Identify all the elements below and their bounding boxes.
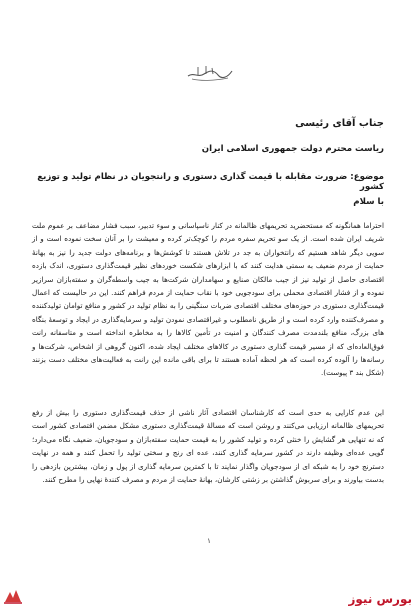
page-number: ۱	[207, 537, 211, 545]
watermark-logo: بورس نیوز	[348, 592, 412, 606]
recipient: ریاست محترم دولت جمهوری اسلامی ایران	[201, 144, 384, 154]
body-paragraph: این عدم کارایی به حدی است که کارشناسان اقتصادی آثار ناشی از حذف قیمت‌گذاری دستوری را بیش از رفع تحریمهای ظالمانه ارزیابی می‌کنند و روشن است که مسالهٔ قیمت‌گذاری دستوری مشکل مضمن اقتصادی کشور است که نه تنهایی هر گشایش را خنثی کرده و تولید کشور را به قیمت حمایت سفته‌بازان و سودجویان، ضعیف نگاه می‌دارد؛ گویی عده‌ای وظیفه دارند در کشور سرمایه گذاری کنند، عده ای رنج و سختی تولید را تحمل کنند و همه در نهایت دسترنج خود را به شبکه ای از سودجویان واگذار نمایند تا با کمترین سرمایه گذاری از پول و زمان، بیشترین بازدهی را بدست بیاورند و برای سربوش گذاشتن بر زشتی کارشان، بهانهٔ حمایت از مردم و مصرف کنندهٔ نهایی را مطرح کنند.	[32, 408, 384, 485]
site-logo-icon	[2, 586, 24, 606]
salutation: جناب آقای رئیسی	[295, 118, 384, 129]
bismillah-calligraphy	[184, 62, 236, 82]
body-paragraph: احتراما همانگونه که مستحضرید تحریمهای ظالمانه در کنار ناسپاسانی و سوء تدبیر، سبب فشار مضاعف بر عموم ملت شریف ایران شده است. از یک سو تحریم سفره مردم را کوچک‌تر کرده و معیشت را بر آنان سخت نموده است و از سویی دیگر شاهد هستیم که رانتخواران به جد در تلاش هستند تا کوشش‌ها و برنامه‌های دولت جدید را نیز به بهانهٔ حمایت از مردم ضعیف به سمتی هدایت کنند که با ابزارهای شکست خوردهای نظیر قیمت‌گذاری دستوری، اندک بازده اقتصادی حاصل از تولید نیز از جیب مالکان صنایع و سهامداران شرکت‌ها به جیب واسطه‌گران و سفته‌بازان سرازیر نموده و از فشار اقتصادی محملی برای سودجویی خود با نقاب حمایت از مردم فراهم کنند. این در حالیست که اعمال قیمت‌گذاری دستوری در حوزه‌های مختلف اقتصادی ضربات سنگینی را به نظام تولید در کشور و منافع توامان تولیدکننده و مصرف‌کننده وارد کرده است و از طریق نامطلوب و غیراقتصادی نمودن تولید و سرمایه‌گذاری در ایجاد و توسعهٔ بنگاه های بزرگ، منافع بلندمدت مصرف کنندگان و امنیت در تأمین کالاها را به مخاطره انداخته است و متاسفانه رانت فوق‌العاده‌ای که از مسیر قیمت گذاری دستوری در کالاهای مختلف ایجاد شده، اکنون گروهی از اشخاص، شرکت‌ها و رسانه‌ها را آلوده کرده است که هر لحظه آماده هستند تا برای باقی مانده این رانت به فعالیت‌های مختلف دست بزنند (شکل بند ۳ پیوست).	[32, 221, 384, 378]
subject-line: موضوع: ضرورت مقابله با قیمت گذاری دستوری و رانتجویان در نظام تولید و توزیع کشور	[37, 172, 384, 192]
greeting: با سلام	[353, 197, 384, 207]
